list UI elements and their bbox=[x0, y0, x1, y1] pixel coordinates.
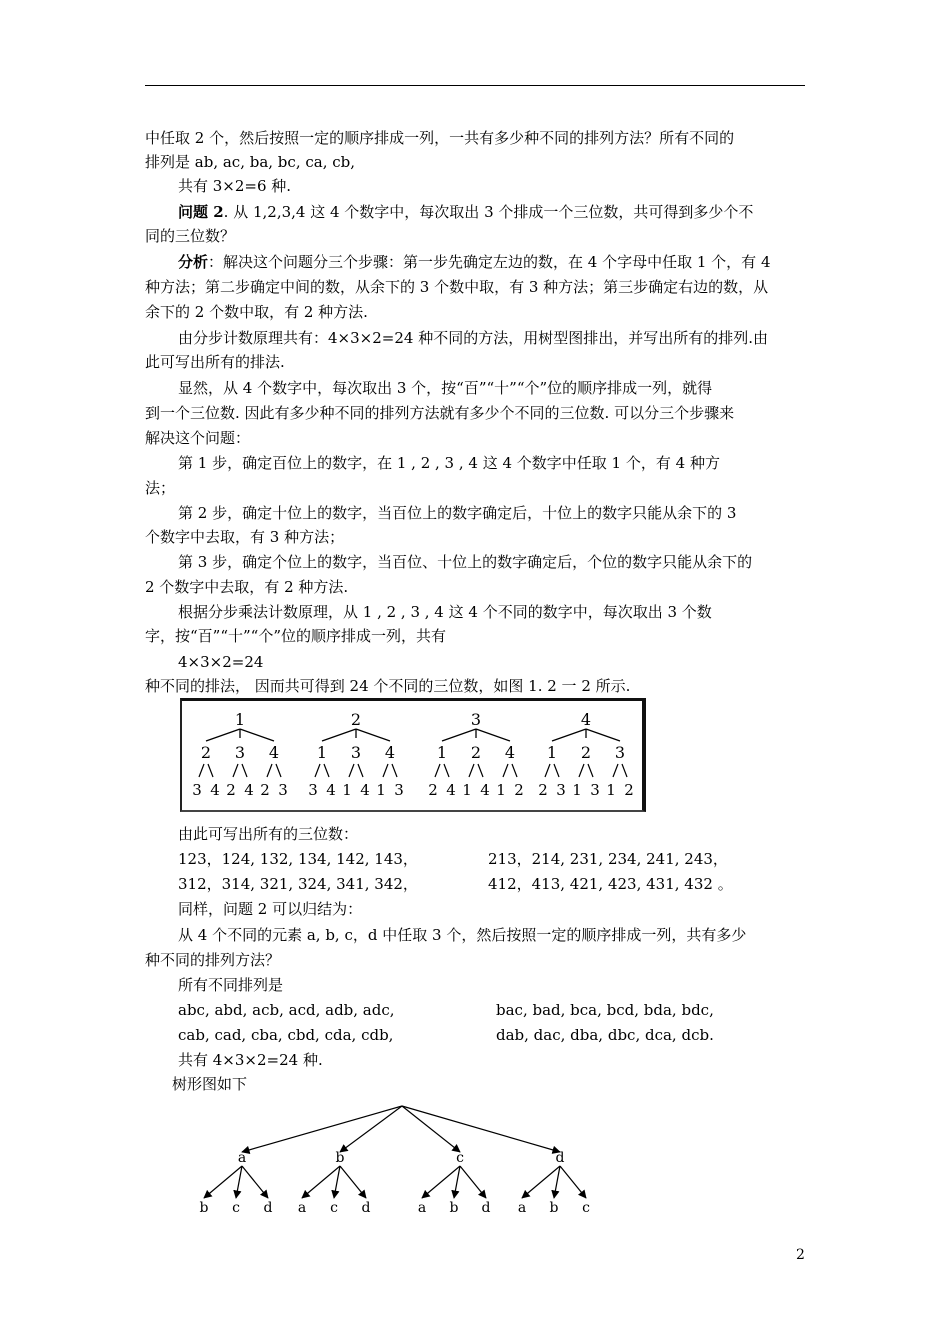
tree-edge bbox=[233, 764, 238, 777]
tree-node-label: a bbox=[237, 1150, 247, 1166]
text-line: 种方法；第二步确定中间的数，从余下的 3 个数中取，有 3 种方法；第三步确定右边的数，从 bbox=[145, 278, 769, 296]
tree-leaf-label: 2 bbox=[428, 781, 438, 799]
tree-leaf-label: 2 bbox=[538, 781, 548, 799]
tree-leaf-label: d bbox=[263, 1200, 273, 1216]
tree-edge bbox=[199, 764, 204, 777]
tree-leaf-label: b bbox=[549, 1200, 559, 1216]
header-rule bbox=[145, 85, 805, 86]
tree-leaf-label: c bbox=[330, 1200, 338, 1216]
number-list-row: 123，124, 132, 134, 142, 143， bbox=[178, 850, 418, 868]
analysis-line bbox=[178, 252, 771, 272]
tree-leaf-label: d bbox=[481, 1200, 491, 1216]
question-2-label: 问题 2 bbox=[178, 203, 224, 221]
tree-edge bbox=[322, 729, 356, 741]
tree-leaf-label: 2 bbox=[624, 781, 634, 799]
number-list-row: 312，314, 321, 324, 341, 342， bbox=[178, 875, 418, 893]
tree-leaf-label: 4 bbox=[446, 781, 456, 799]
tree-mid-label: 2 bbox=[580, 743, 592, 762]
permutation-list-row: bac, bad, bca, bcd, bda, bdc, bbox=[496, 1001, 714, 1019]
text-line: 种不同的排法， 因而共可得到 24 个不同的三位数，如图 1. 2 一 2 所示. bbox=[145, 677, 631, 695]
tree-mid-label: 4 bbox=[384, 743, 396, 762]
text-line: 到一个三位数. 因此有多少种不同的排列方法就有多少个不同的三位数. 可以分三个步骤来 bbox=[145, 404, 735, 422]
tree-edge bbox=[588, 764, 593, 777]
tree-leaf-label: d bbox=[361, 1200, 371, 1216]
question-2-line bbox=[178, 202, 753, 222]
page-number: 2 bbox=[796, 1247, 805, 1263]
permutation-list-row: dab, dac, dba, dbc, dca, dcb. bbox=[496, 1026, 714, 1044]
tree-leaf-label: 3 bbox=[394, 781, 404, 799]
text-line: 根据分步乘法计数原理，从 1 , 2 , 3 , 4 这 4 个不同的数字中，每次取出 3 个数 bbox=[178, 603, 712, 621]
tree-edge bbox=[554, 764, 559, 777]
tree-root-label: 3 bbox=[470, 710, 482, 729]
tree-leaf-label: c bbox=[232, 1200, 240, 1216]
text-line: 同样，问题 2 可以归结为： bbox=[178, 900, 363, 918]
tree-edge bbox=[349, 764, 354, 777]
tree-leaf-label: 1 bbox=[606, 781, 616, 799]
text-line: 解决这个问题： bbox=[145, 429, 251, 447]
tree-leaf-label: b bbox=[449, 1200, 459, 1216]
text-line: 第 1 步，确定百位上的数字，在 1 , 2 , 3 , 4 这 4 个数字中任取 1 个，有 4 种方 bbox=[178, 454, 720, 472]
text-line: 共有 3×2=6 种. bbox=[178, 177, 292, 195]
permutation-list-row: cab, cad, cba, cbd, cda, cdb, bbox=[178, 1026, 394, 1044]
tree-node-label: b bbox=[335, 1150, 345, 1166]
digit-tree-figure bbox=[180, 698, 646, 812]
text-line: 树形图如下 bbox=[172, 1075, 248, 1093]
letter-tree-diagram bbox=[0, 1100, 950, 1230]
tree-edge bbox=[206, 729, 240, 741]
tree-leaf-label: 2 bbox=[260, 781, 270, 799]
tree-edge bbox=[478, 764, 483, 777]
text-line: 所有不同排列是 bbox=[178, 976, 284, 994]
text-line: 共有 4×3×2=24 种. bbox=[178, 1051, 323, 1069]
tree-arrow bbox=[242, 1166, 268, 1198]
tree-edge bbox=[545, 764, 550, 777]
tree-leaf-label: a bbox=[417, 1200, 427, 1216]
tree-mid-label: 4 bbox=[504, 743, 516, 762]
number-list-row: 213，214, 231, 234, 241, 243， bbox=[488, 850, 728, 868]
tree-leaf-label: 3 bbox=[192, 781, 202, 799]
tree-edge bbox=[242, 764, 247, 777]
tree-leaf-label: b bbox=[199, 1200, 209, 1216]
text-line: 由此可写出所有的三位数： bbox=[178, 825, 359, 843]
tree-edge bbox=[512, 764, 517, 777]
tree-node-label: c bbox=[456, 1150, 464, 1166]
text-line: 字，按“百”“十”“个”位的顺序排成一列，共有 bbox=[145, 627, 447, 645]
tree-arrow bbox=[402, 1106, 460, 1152]
tree-edge bbox=[586, 729, 620, 741]
tree-edge bbox=[469, 764, 474, 777]
tree-arrow bbox=[402, 1106, 560, 1152]
text-line: 此可写出所有的排法. bbox=[145, 353, 285, 371]
tree-leaf-label: 2 bbox=[514, 781, 524, 799]
text-line: 从 4 个不同的元素 a, b, c，d 中任取 3 个，然后按照一定的顺序排成一列，共有多少 bbox=[178, 926, 747, 944]
tree-root-label: 1 bbox=[234, 710, 246, 729]
tree-edge bbox=[552, 729, 586, 741]
text-line: 第 3 步，确定个位上的数字，当百位、十位上的数字确定后，个位的数字只能从余下的 bbox=[178, 553, 753, 571]
text-line: 同的三位数？ bbox=[145, 227, 236, 245]
tree-arrow bbox=[340, 1106, 402, 1152]
tree-edge bbox=[613, 764, 618, 777]
tree-leaf-label: c bbox=[582, 1200, 590, 1216]
tree-mid-label: 1 bbox=[316, 743, 328, 762]
tree-mid-label: 3 bbox=[614, 743, 626, 762]
tree-edge bbox=[392, 764, 397, 777]
tree-edge bbox=[444, 764, 449, 777]
tree-edge bbox=[356, 729, 390, 741]
tree-edge bbox=[442, 729, 476, 741]
tree-mid-label: 2 bbox=[470, 743, 482, 762]
text-line: 2 个数字中去取，有 2 种方法. bbox=[145, 578, 349, 596]
text-line: 种不同的排列方法？ bbox=[145, 951, 281, 969]
tree-mid-label: 1 bbox=[546, 743, 558, 762]
tree-leaf-label: 3 bbox=[278, 781, 288, 799]
tree-arrow bbox=[460, 1166, 486, 1198]
text-line: 排列是 ab, ac, ba, bc, ca, cb, bbox=[145, 153, 356, 171]
tree-edge bbox=[383, 764, 388, 777]
digit-tree-diagram bbox=[182, 701, 642, 810]
text-line: 余下的 2 个数中取，有 2 种方法. bbox=[145, 303, 368, 321]
tree-leaf-label: 1 bbox=[496, 781, 506, 799]
tree-leaf-label: 1 bbox=[462, 781, 472, 799]
tree-arrow bbox=[340, 1166, 366, 1198]
tree-edge bbox=[476, 729, 510, 741]
tree-edge bbox=[503, 764, 508, 777]
tree-leaf-label: a bbox=[297, 1200, 307, 1216]
tree-leaf-label: 2 bbox=[226, 781, 236, 799]
analysis-text: ：解决这个问题分三个步骤：第一步先确定左边的数，在 4 个字母中任取 1 个，有 4 bbox=[208, 253, 771, 271]
tree-arrow bbox=[242, 1106, 402, 1152]
text-line: 显然，从 4 个数字中，每次取出 3 个，按“百”“十”“个”位的顺序排成一列，就得 bbox=[178, 379, 713, 397]
tree-edge bbox=[276, 764, 281, 777]
tree-edge bbox=[358, 764, 363, 777]
tree-edge bbox=[315, 764, 320, 777]
tree-leaf-label: 4 bbox=[480, 781, 490, 799]
tree-mid-label: 4 bbox=[268, 743, 280, 762]
analysis-label: 分析 bbox=[178, 253, 209, 271]
number-list-row: 412，413, 421, 423, 431, 432 。 bbox=[488, 875, 733, 893]
text-line: 法； bbox=[145, 479, 176, 497]
tree-edge bbox=[579, 764, 584, 777]
tree-leaf-label: a bbox=[517, 1200, 527, 1216]
tree-leaf-label: 4 bbox=[326, 781, 336, 799]
tree-root-label: 4 bbox=[580, 710, 592, 729]
tree-leaf-label: 1 bbox=[572, 781, 582, 799]
tree-edge bbox=[622, 764, 627, 777]
tree-edge bbox=[208, 764, 213, 777]
permutation-list-row: abc, abd, acb, acd, adb, adc, bbox=[178, 1001, 395, 1019]
tree-arrow bbox=[560, 1166, 586, 1198]
text-line: 第 2 步，确定十位上的数字，当百位上的数字确定后，十位上的数字只能从余下的 3 bbox=[178, 504, 737, 522]
tree-edge bbox=[324, 764, 329, 777]
tree-edge bbox=[435, 764, 440, 777]
tree-mid-label: 1 bbox=[436, 743, 448, 762]
tree-edge bbox=[240, 729, 274, 741]
tree-leaf-label: 1 bbox=[376, 781, 386, 799]
tree-leaf-label: 4 bbox=[360, 781, 370, 799]
equation-line: 4×3×2=24 bbox=[178, 653, 264, 671]
tree-edge bbox=[267, 764, 272, 777]
tree-leaf-label: 3 bbox=[590, 781, 600, 799]
tree-leaf-label: 4 bbox=[210, 781, 220, 799]
tree-mid-label: 3 bbox=[350, 743, 362, 762]
tree-root-label: 2 bbox=[350, 710, 362, 729]
text-line: 由分步计数原理共有：4×3×2=24 种不同的方法，用树型图排出，并写出所有的排列.由 bbox=[178, 329, 768, 347]
text-line: 个数字中去取，有 3 种方法； bbox=[145, 528, 345, 546]
text-line: 中任取 2 个，然后按照一定的顺序排成一列，一共有多少种不同的排列方法？所有不同的 bbox=[145, 129, 735, 147]
tree-node-label: d bbox=[555, 1150, 565, 1166]
tree-leaf-label: 1 bbox=[342, 781, 352, 799]
tree-leaf-label: 3 bbox=[308, 781, 318, 799]
tree-leaf-label: 4 bbox=[244, 781, 254, 799]
tree-mid-label: 2 bbox=[200, 743, 212, 762]
tree-leaf-label: 3 bbox=[556, 781, 566, 799]
tree-mid-label: 3 bbox=[234, 743, 246, 762]
question-2-text: . 从 1,2,3,4 这 4 个数字中，每次取出 3 个排成一个三位数，共可得到多少个不 bbox=[223, 203, 754, 221]
